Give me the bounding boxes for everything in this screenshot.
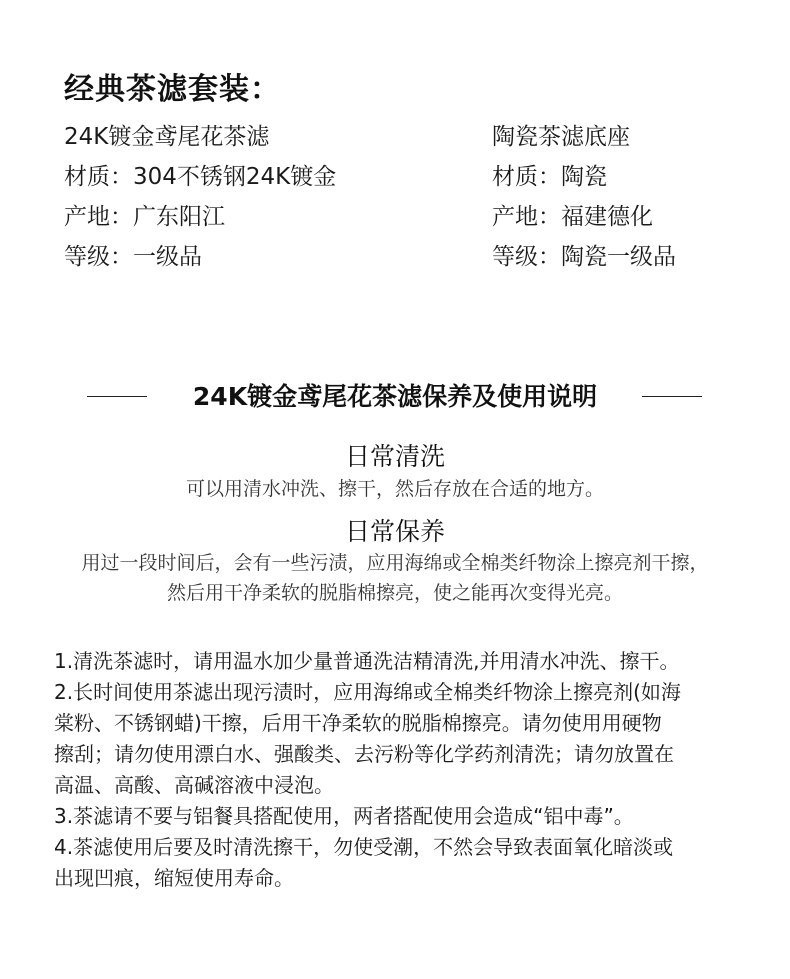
right-product-name: 陶瓷茶滤底座 [492, 124, 630, 150]
daily-clean-title: 日常清洗 [344, 442, 445, 471]
note-2-line-2: 棠粉、不锈钢蜡)干擦，后用干净柔软的脱脂棉擦亮。请勿使用用硬物 [54, 711, 662, 735]
set-title: 经典茶滤套装： [64, 72, 281, 107]
heading-divider-left [87, 396, 147, 397]
heading-divider-right [642, 396, 702, 397]
left-product-specs [64, 117, 336, 277]
note-2-line-3: 擦刮；请勿使用漂白水、强酸类、去污粉等化学药剂清洗；请勿放置在 [54, 742, 674, 766]
left-product-origin: 产地：广东阳江 [64, 204, 225, 230]
daily-clean-line: 可以用清水冲洗、擦干，然后存放在合适的地方。 [185, 478, 604, 500]
left-product-grade: 等级：一级品 [64, 244, 202, 270]
care-heading-text: 24K镀金鸢尾花茶滤保养及使用说明 [192, 382, 598, 411]
note-3: 3.茶滤请不要与铝餐具搭配使用，两者搭配使用会造成“铝中毒”。 [54, 804, 634, 828]
right-product-grade: 等级：陶瓷一级品 [492, 244, 676, 270]
care-section-heading [0, 375, 790, 419]
daily-maintain-line-2: 然后用干净柔软的脱脂棉擦亮，使之能再次变得光亮。 [166, 582, 623, 604]
right-product-specs [492, 117, 676, 277]
note-4-line-1: 4.茶滤使用后要及时清洗擦干，勿使受潮，不然会导致表面氧化暗淡或 [54, 835, 674, 859]
daily-maintain-title: 日常保养 [344, 517, 445, 546]
usage-notes [54, 646, 754, 894]
note-2-line-1: 2.长时间使用茶滤出现污渍时，应用海绵或全棉类纤物涂上擦亮剂(如海 [54, 680, 681, 704]
right-product-origin: 产地：福建德化 [492, 204, 653, 230]
daily-clean-text [0, 474, 790, 504]
note-4-line-2: 出现凹痕，缩短使用寿命。 [54, 866, 294, 890]
daily-maintain-line-1: 用过一段时间后，会有一些污渍，应用海绵或全棉类纤物涂上擦亮剂干擦， [81, 552, 709, 574]
left-product-material: 材质：304不锈钢24K镀金 [64, 164, 337, 190]
daily-maintain-text [0, 548, 790, 608]
note-1: 1.清洗茶滤时，请用温水加少量普通洗洁精清洗,并用清水冲洗、擦干。 [54, 649, 680, 673]
right-product-material: 材质：陶瓷 [492, 164, 607, 190]
left-product-name: 24K镀金鸢尾花茶滤 [64, 124, 270, 150]
note-2-line-4: 高温、高酸、高碱溶液中浸泡。 [54, 773, 334, 797]
